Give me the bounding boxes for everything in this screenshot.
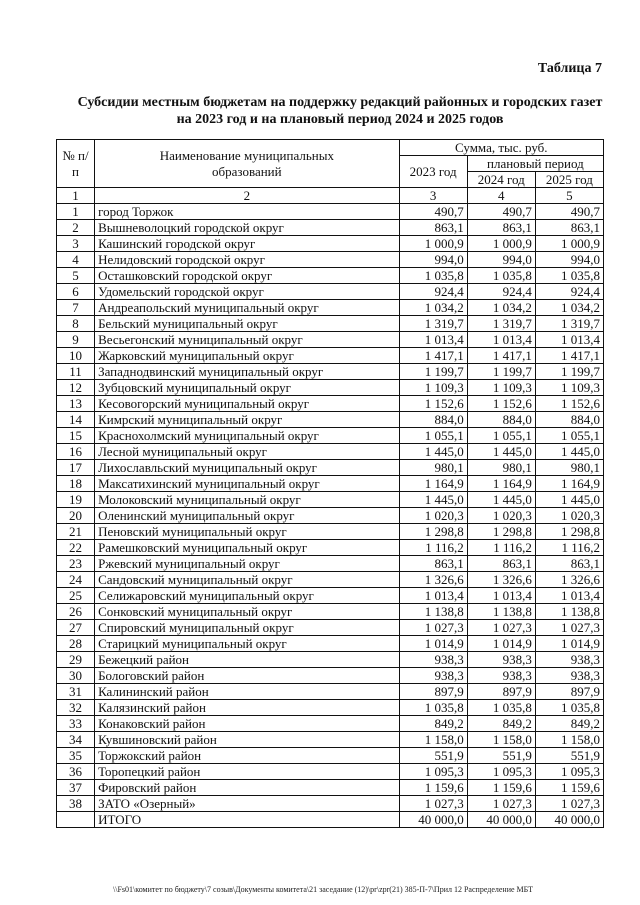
municipality-name: Нелидовский городской округ (95, 252, 400, 268)
amount-2025: 1 027,3 (535, 620, 603, 636)
amount-2025: 551,9 (535, 748, 603, 764)
municipality-name: Сандовский муниципальный округ (95, 572, 400, 588)
table-row (57, 700, 604, 716)
column-index: 2 (95, 188, 400, 204)
table-row (57, 492, 604, 508)
amount-2025: 1 035,8 (535, 700, 603, 716)
municipality-name: Пеновский муниципальный округ (95, 524, 400, 540)
table-row (57, 636, 604, 652)
table-row (57, 380, 604, 396)
municipality-name: Лесной муниципальный округ (95, 444, 400, 460)
row-number: 23 (57, 556, 95, 572)
table-row (57, 540, 604, 556)
municipality-name: Весьегонский муниципальный округ (95, 332, 400, 348)
amount-2023: 863,1 (399, 220, 467, 236)
amount-2025: 863,1 (535, 556, 603, 572)
column-header-2024: 2024 год (467, 172, 535, 188)
row-number: 12 (57, 380, 95, 396)
table-row (57, 764, 604, 780)
amount-2024: 924,4 (467, 284, 535, 300)
row-number: 2 (57, 220, 95, 236)
row-number: 22 (57, 540, 95, 556)
amount-2023: 994,0 (399, 252, 467, 268)
amount-2024: 897,9 (467, 684, 535, 700)
municipality-name: Осташковский городской округ (95, 268, 400, 284)
amount-2024: 1 035,8 (467, 268, 535, 284)
municipality-name: Кимрский муниципальный округ (95, 412, 400, 428)
amount-2023: 1 035,8 (399, 268, 467, 284)
amount-2024: 863,1 (467, 556, 535, 572)
municipality-name: Сонковский муниципальный округ (95, 604, 400, 620)
column-header-2025: 2025 год (535, 172, 603, 188)
amount-2024: 1 000,9 (467, 236, 535, 252)
municipality-name: город Торжок (95, 204, 400, 220)
table-row (57, 460, 604, 476)
municipality-name: Торжокский район (95, 748, 400, 764)
row-number: 35 (57, 748, 95, 764)
column-index: 4 (467, 188, 535, 204)
column-index: 5 (535, 188, 603, 204)
amount-2024: 938,3 (467, 668, 535, 684)
amount-2025: 1 013,4 (535, 588, 603, 604)
amount-2025: 1 319,7 (535, 316, 603, 332)
municipality-name: Бельский муниципальный округ (95, 316, 400, 332)
table-row (57, 236, 604, 252)
row-number: 26 (57, 604, 95, 620)
municipality-name: Максатихинский муниципальный округ (95, 476, 400, 492)
row-number: 14 (57, 412, 95, 428)
table-row (57, 220, 604, 236)
municipality-name: Оленинский муниципальный округ (95, 508, 400, 524)
table-row (57, 396, 604, 412)
amount-2024: 1 027,3 (467, 796, 535, 812)
title-line-1: Субсидии местным бюджетам на поддержку редакций районных и городских газет (77, 95, 603, 110)
row-number: 28 (57, 636, 95, 652)
amount-2024: 1 014,9 (467, 636, 535, 652)
row-number: 4 (57, 252, 95, 268)
table-row (57, 204, 604, 220)
table-row (57, 796, 604, 812)
total-2023: 40 000,0 (399, 812, 467, 828)
municipality-name: Ржевский муниципальный округ (95, 556, 400, 572)
amount-2025: 1 445,0 (535, 492, 603, 508)
title-line-2: на 2023 год и на плановый период 2024 и 2025 годов (176, 112, 504, 127)
table-row (57, 348, 604, 364)
row-number: 5 (57, 268, 95, 284)
amount-2023: 1 034,2 (399, 300, 467, 316)
total-label: ИТОГО (95, 812, 400, 828)
row-number: 13 (57, 396, 95, 412)
amount-2025: 924,4 (535, 284, 603, 300)
municipality-name: Торопецкий район (95, 764, 400, 780)
amount-2023: 884,0 (399, 412, 467, 428)
table-row (57, 508, 604, 524)
amount-2025: 1 020,3 (535, 508, 603, 524)
row-number: 36 (57, 764, 95, 780)
amount-2025: 1 013,4 (535, 332, 603, 348)
amount-2025: 1 417,1 (535, 348, 603, 364)
table-row (57, 604, 604, 620)
municipality-name: Кувшиновский район (95, 732, 400, 748)
table-row (57, 748, 604, 764)
row-number: 30 (57, 668, 95, 684)
amount-2024: 863,1 (467, 220, 535, 236)
amount-2025: 994,0 (535, 252, 603, 268)
subsidies-table (56, 139, 604, 828)
amount-2025: 980,1 (535, 460, 603, 476)
amount-2023: 1 152,6 (399, 396, 467, 412)
amount-2024: 1 109,3 (467, 380, 535, 396)
table-row (57, 620, 604, 636)
column-header-plan-period: плановый период (467, 156, 603, 172)
table-row (57, 556, 604, 572)
total-2025: 40 000,0 (535, 812, 603, 828)
amount-2023: 849,2 (399, 716, 467, 732)
total-number (57, 812, 95, 828)
amount-2023: 938,3 (399, 668, 467, 684)
amount-2024: 1 158,0 (467, 732, 535, 748)
amount-2025: 938,3 (535, 652, 603, 668)
table-row (57, 412, 604, 428)
row-number: 9 (57, 332, 95, 348)
amount-2023: 1 013,4 (399, 588, 467, 604)
row-number: 38 (57, 796, 95, 812)
amount-2023: 924,4 (399, 284, 467, 300)
municipality-name: Вышневолоцкий городской округ (95, 220, 400, 236)
amount-2025: 1 164,9 (535, 476, 603, 492)
row-number: 33 (57, 716, 95, 732)
table-row (57, 316, 604, 332)
row-number: 15 (57, 428, 95, 444)
amount-2024: 1 199,7 (467, 364, 535, 380)
amount-2025: 1 326,6 (535, 572, 603, 588)
amount-2024: 1 027,3 (467, 620, 535, 636)
row-number: 6 (57, 284, 95, 300)
table-row (57, 780, 604, 796)
municipality-name: Западнодвинский муниципальный округ (95, 364, 400, 380)
amount-2023: 938,3 (399, 652, 467, 668)
amount-2023: 1 027,3 (399, 620, 467, 636)
amount-2024: 938,3 (467, 652, 535, 668)
amount-2025: 849,2 (535, 716, 603, 732)
row-number: 3 (57, 236, 95, 252)
amount-2025: 1 158,0 (535, 732, 603, 748)
amount-2025: 1 035,8 (535, 268, 603, 284)
amount-2025: 897,9 (535, 684, 603, 700)
amount-2024: 980,1 (467, 460, 535, 476)
table-row (57, 684, 604, 700)
municipality-name: ЗАТО «Озерный» (95, 796, 400, 812)
amount-2024: 551,9 (467, 748, 535, 764)
amount-2023: 1 013,4 (399, 332, 467, 348)
amount-2023: 1 319,7 (399, 316, 467, 332)
amount-2023: 1 159,6 (399, 780, 467, 796)
amount-2024: 1 326,6 (467, 572, 535, 588)
amount-2025: 1 095,3 (535, 764, 603, 780)
municipality-name: Рамешковский муниципальный округ (95, 540, 400, 556)
table-row (57, 716, 604, 732)
amount-2025: 1 116,2 (535, 540, 603, 556)
table-row (57, 268, 604, 284)
row-number: 34 (57, 732, 95, 748)
amount-2023: 1 326,6 (399, 572, 467, 588)
municipality-name: Старицкий муниципальный округ (95, 636, 400, 652)
column-header-name: Наименование муниципальных образований (95, 140, 400, 188)
amount-2024: 1 013,4 (467, 332, 535, 348)
row-number: 16 (57, 444, 95, 460)
amount-2025: 1 445,0 (535, 444, 603, 460)
total-2024: 40 000,0 (467, 812, 535, 828)
amount-2023: 1 116,2 (399, 540, 467, 556)
table-row (57, 652, 604, 668)
amount-2024: 849,2 (467, 716, 535, 732)
table-row (57, 476, 604, 492)
table-row (57, 252, 604, 268)
municipality-name: Калязинский район (95, 700, 400, 716)
file-path-footer: \\Fs01\комитет по бюджету\7 созыв\Документы комитета\21 заседание (12)\pr\zpr(21) 385-П-7\Прил 12 Распределение МБТ (113, 885, 534, 894)
municipality-name: Кашинский городской округ (95, 236, 400, 252)
row-number: 17 (57, 460, 95, 476)
municipality-name: Конаковский район (95, 716, 400, 732)
row-number: 11 (57, 364, 95, 380)
table-row (57, 572, 604, 588)
row-number: 8 (57, 316, 95, 332)
table-row (57, 732, 604, 748)
amount-2024: 1 138,8 (467, 604, 535, 620)
amount-2023: 1 138,8 (399, 604, 467, 620)
table-row (57, 444, 604, 460)
table-row (57, 588, 604, 604)
amount-2023: 1 055,1 (399, 428, 467, 444)
amount-2023: 1 199,7 (399, 364, 467, 380)
amount-2025: 1 159,6 (535, 780, 603, 796)
amount-2025: 1 034,2 (535, 300, 603, 316)
amount-2024: 1 116,2 (467, 540, 535, 556)
table-row (57, 524, 604, 540)
row-number: 21 (57, 524, 95, 540)
row-number: 27 (57, 620, 95, 636)
row-number: 19 (57, 492, 95, 508)
municipality-name: Краснохолмский муниципальный округ (95, 428, 400, 444)
amount-2024: 1 445,0 (467, 444, 535, 460)
amount-2025: 490,7 (535, 204, 603, 220)
amount-2025: 1 000,9 (535, 236, 603, 252)
table-body (57, 204, 604, 812)
amount-2025: 938,3 (535, 668, 603, 684)
amount-2025: 884,0 (535, 412, 603, 428)
amount-2024: 1 164,9 (467, 476, 535, 492)
amount-2024: 1 095,3 (467, 764, 535, 780)
municipality-name: Калининский район (95, 684, 400, 700)
amount-2023: 1 164,9 (399, 476, 467, 492)
table-row (57, 300, 604, 316)
row-number: 32 (57, 700, 95, 716)
table-row (57, 332, 604, 348)
column-header-2023: 2023 год (399, 156, 467, 188)
municipality-name: Бежецкий район (95, 652, 400, 668)
amount-2024: 1 013,4 (467, 588, 535, 604)
amount-2024: 490,7 (467, 204, 535, 220)
municipality-name: Андреапольский муниципальный округ (95, 300, 400, 316)
document-title (60, 94, 620, 128)
amount-2024: 1 445,0 (467, 492, 535, 508)
amount-2024: 1 034,2 (467, 300, 535, 316)
row-number: 20 (57, 508, 95, 524)
column-header-sum: Сумма, тыс. руб. (399, 140, 603, 156)
amount-2023: 551,9 (399, 748, 467, 764)
municipality-name: Селижаровский муниципальный округ (95, 588, 400, 604)
row-number: 31 (57, 684, 95, 700)
amount-2024: 884,0 (467, 412, 535, 428)
amount-2023: 863,1 (399, 556, 467, 572)
municipality-name: Молоковский муниципальный округ (95, 492, 400, 508)
amount-2025: 1 109,3 (535, 380, 603, 396)
amount-2024: 1 055,1 (467, 428, 535, 444)
amount-2023: 1 298,8 (399, 524, 467, 540)
amount-2024: 1 417,1 (467, 348, 535, 364)
municipality-name: Удомельский городской округ (95, 284, 400, 300)
row-number: 37 (57, 780, 95, 796)
row-number: 29 (57, 652, 95, 668)
amount-2023: 980,1 (399, 460, 467, 476)
amount-2025: 863,1 (535, 220, 603, 236)
amount-2023: 1 014,9 (399, 636, 467, 652)
amount-2025: 1 138,8 (535, 604, 603, 620)
table-number: Таблица 7 (537, 61, 602, 76)
amount-2025: 1 055,1 (535, 428, 603, 444)
amount-2023: 1 000,9 (399, 236, 467, 252)
amount-2025: 1 014,9 (535, 636, 603, 652)
amount-2025: 1 298,8 (535, 524, 603, 540)
amount-2024: 1 159,6 (467, 780, 535, 796)
municipality-name: Зубцовский муниципальный округ (95, 380, 400, 396)
column-index: 3 (399, 188, 467, 204)
amount-2023: 897,9 (399, 684, 467, 700)
amount-2023: 1 109,3 (399, 380, 467, 396)
municipality-name: Кесовогорский муниципальный округ (95, 396, 400, 412)
row-number: 10 (57, 348, 95, 364)
amount-2023: 1 095,3 (399, 764, 467, 780)
municipality-name: Лихославльский муниципальный округ (95, 460, 400, 476)
row-number: 24 (57, 572, 95, 588)
municipality-name: Жарковский муниципальный округ (95, 348, 400, 364)
municipality-name: Фировский район (95, 780, 400, 796)
amount-2024: 1 152,6 (467, 396, 535, 412)
amount-2023: 1 020,3 (399, 508, 467, 524)
amount-2023: 1 445,0 (399, 492, 467, 508)
amount-2024: 1 319,7 (467, 316, 535, 332)
column-header-number: № п/п (57, 140, 95, 188)
row-number: 18 (57, 476, 95, 492)
municipality-name: Спировский муниципальный округ (95, 620, 400, 636)
amount-2025: 1 027,3 (535, 796, 603, 812)
table-row (57, 428, 604, 444)
amount-2024: 994,0 (467, 252, 535, 268)
table-row (57, 284, 604, 300)
amount-2025: 1 152,6 (535, 396, 603, 412)
amount-2025: 1 199,7 (535, 364, 603, 380)
amount-2023: 490,7 (399, 204, 467, 220)
row-number: 7 (57, 300, 95, 316)
table-row (57, 364, 604, 380)
amount-2024: 1 020,3 (467, 508, 535, 524)
row-number: 1 (57, 204, 95, 220)
total-row (57, 812, 604, 828)
row-number: 25 (57, 588, 95, 604)
amount-2023: 1 158,0 (399, 732, 467, 748)
amount-2023: 1 027,3 (399, 796, 467, 812)
amount-2023: 1 417,1 (399, 348, 467, 364)
column-index: 1 (57, 188, 95, 204)
amount-2024: 1 298,8 (467, 524, 535, 540)
municipality-name: Бологовский район (95, 668, 400, 684)
amount-2023: 1 445,0 (399, 444, 467, 460)
amount-2024: 1 035,8 (467, 700, 535, 716)
amount-2023: 1 035,8 (399, 700, 467, 716)
table-row (57, 668, 604, 684)
